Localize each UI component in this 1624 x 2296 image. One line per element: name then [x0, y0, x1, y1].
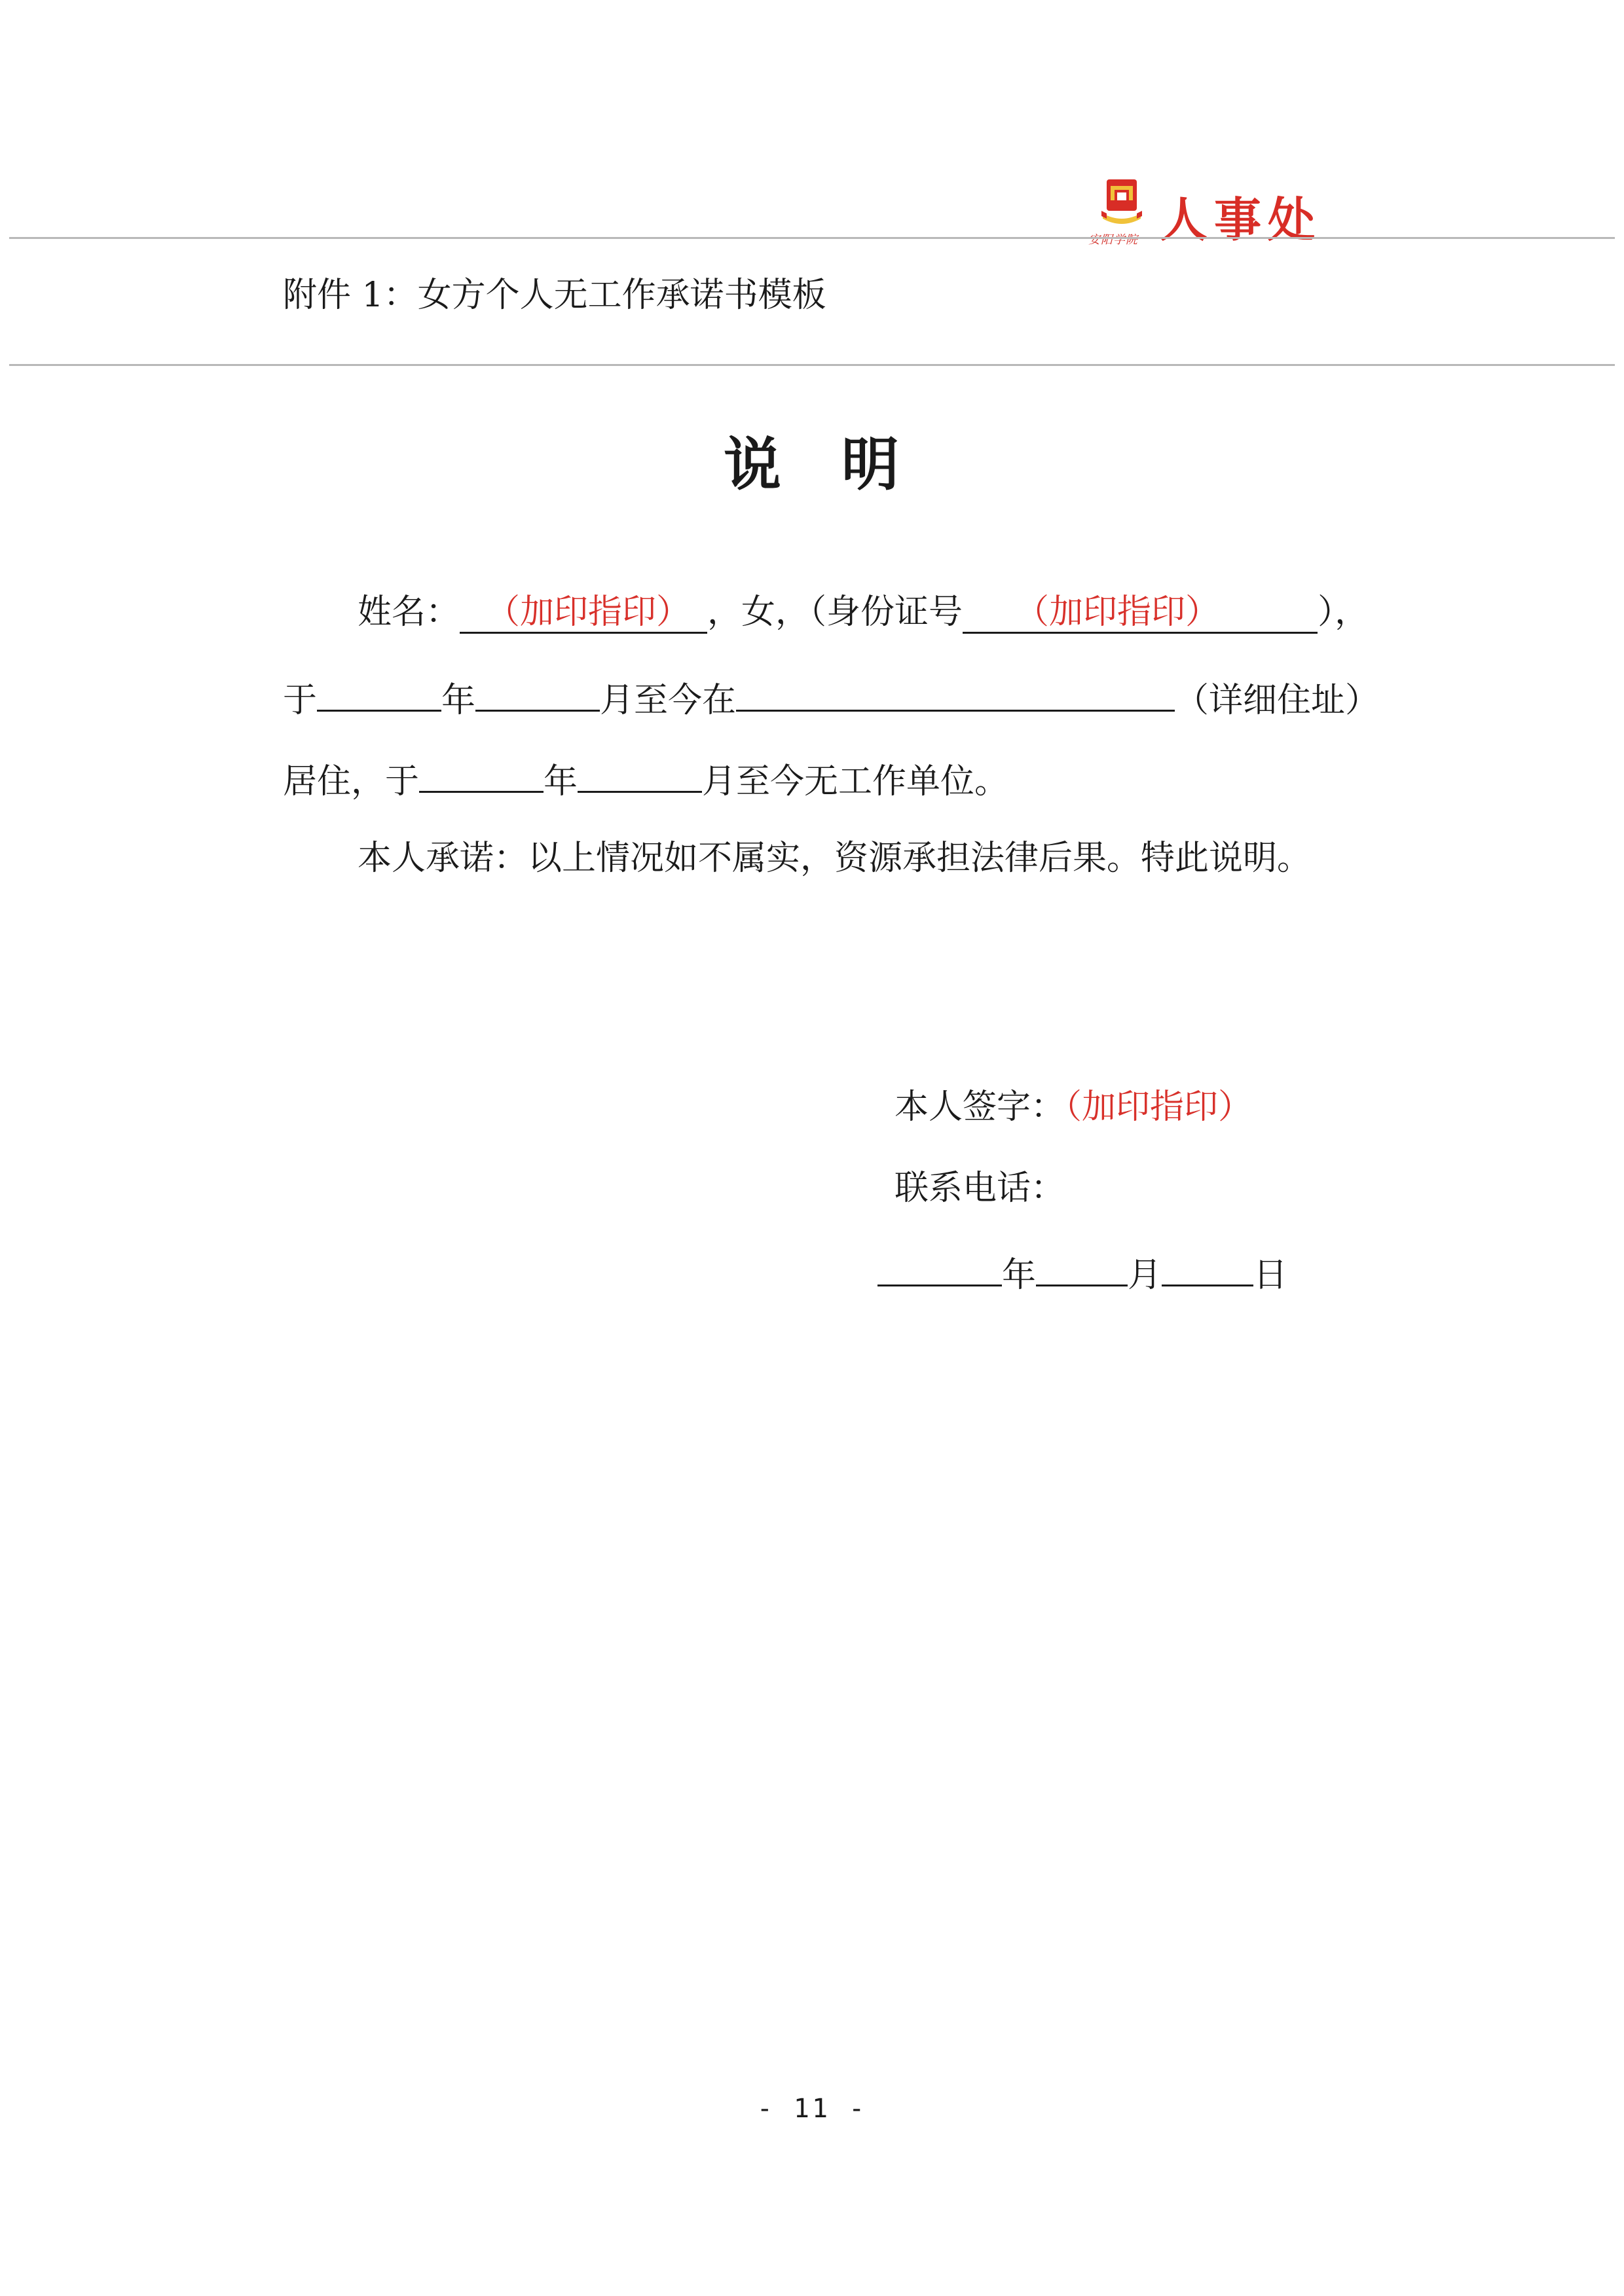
since-month-blank — [475, 672, 600, 712]
address-hint: （详细住址） — [1175, 681, 1380, 720]
sign-day-label: 日 — [1253, 1256, 1288, 1295]
sign-year-label: 年 — [1002, 1256, 1037, 1295]
gender-text: ，女，（身份证号 — [707, 592, 963, 632]
month-since-label: 月至今在 — [600, 681, 737, 720]
header-rule-bottom — [9, 364, 1615, 366]
phone-label: 联系电话： — [895, 1169, 1065, 1208]
name-blank — [460, 592, 707, 634]
no-employer-text: 月至今无工作单位。 — [702, 762, 1009, 801]
logo-subtitle: 安阳学院 — [1088, 233, 1138, 247]
attachment-caption: 附件 1：女方个人无工作承诺书模板 — [283, 276, 826, 315]
since-prefix: 于 — [283, 681, 318, 720]
phone-line — [895, 1165, 1065, 1211]
name-label: 姓名： — [358, 592, 460, 632]
statement-line-4: 本人承诺：以上情况如不属实，资源承担法律后果。特此说明。 — [358, 839, 1312, 878]
id-number-blank — [963, 592, 1318, 634]
document-title: 说 明 — [723, 430, 900, 498]
header-rule-top — [9, 237, 1615, 239]
signature-label: 本人签字： — [895, 1087, 1065, 1127]
date-line — [877, 1247, 1287, 1298]
statement-line-1 — [358, 589, 1369, 635]
year-label: 年 — [441, 681, 476, 720]
sign-day-blank — [1162, 1247, 1253, 1286]
line1-end: ）， — [1318, 592, 1369, 632]
name-fingerprint-note: （加印指印） — [486, 592, 691, 632]
year-label-2: 年 — [544, 762, 578, 801]
reside-prefix: 居住，于 — [283, 762, 420, 801]
since-year-blank — [317, 672, 441, 712]
unemployed-year-blank — [419, 753, 544, 793]
sign-year-blank — [877, 1247, 1002, 1286]
id-fingerprint-note: （加印指印） — [1015, 592, 1220, 632]
sign-month-blank — [1036, 1247, 1128, 1286]
department-name: 人事处 — [1160, 192, 1322, 247]
school-crest-icon — [1100, 177, 1143, 232]
page-number: - 11 - — [756, 2094, 868, 2124]
unemployed-month-blank — [578, 753, 702, 793]
signature-line — [895, 1084, 1252, 1130]
statement-line-3 — [283, 753, 1008, 805]
sign-month-label: 月 — [1128, 1256, 1162, 1295]
signature-fingerprint-note: （加印指印） — [1065, 1087, 1253, 1127]
statement-line-2 — [283, 672, 1379, 723]
address-blank — [736, 672, 1175, 712]
